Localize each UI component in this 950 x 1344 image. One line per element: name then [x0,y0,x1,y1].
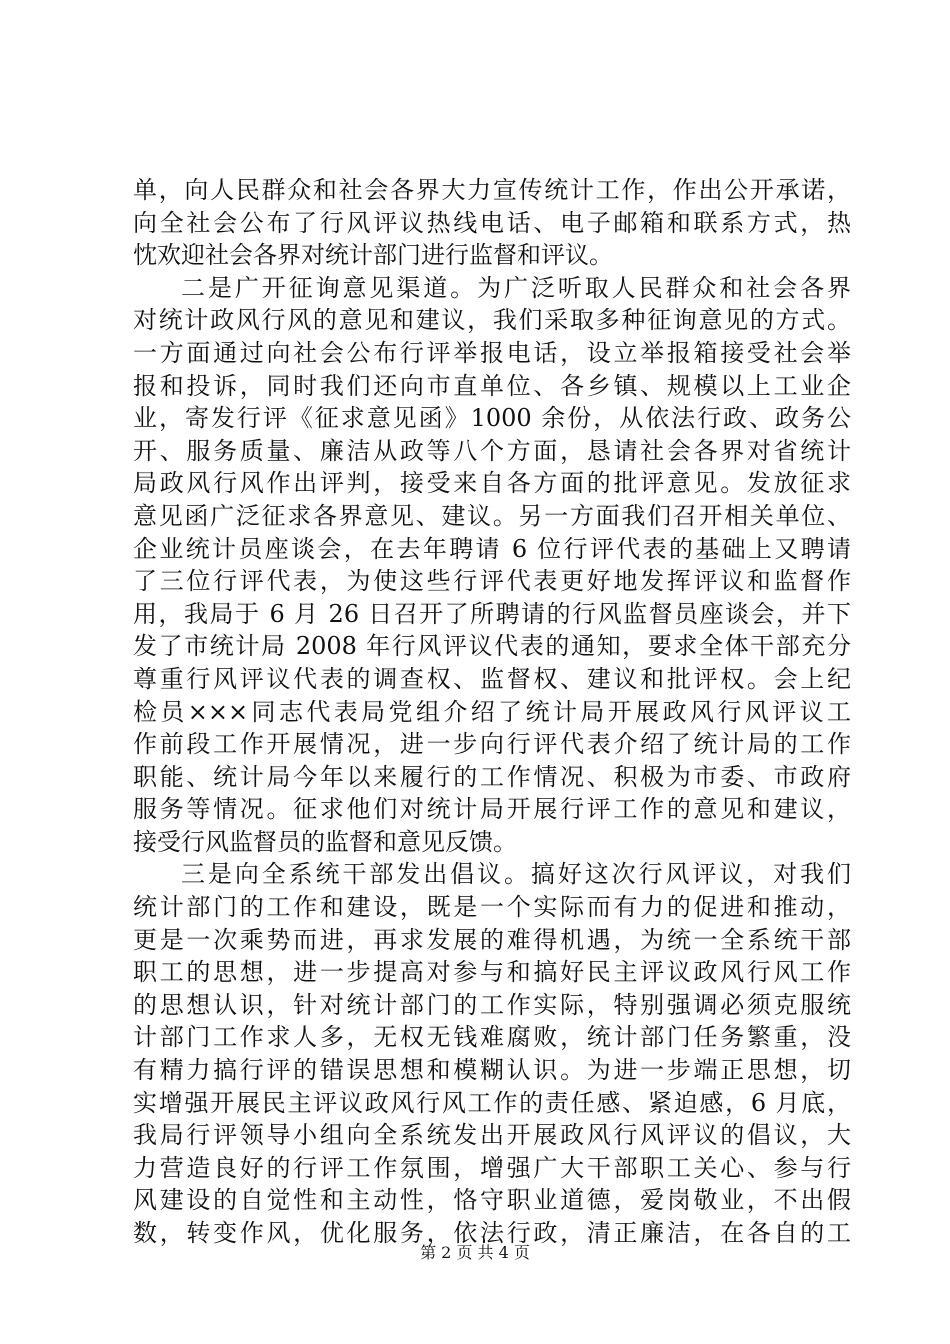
text-line: 计部门工作求人多，无权无钱难腐败，统计部门任务繁重，没 [133,1023,851,1052]
text-line: 二是广开征询意见渠道。为广泛听取人民群众和社会各界 [181,273,851,302]
text-line: 更是一次乘势而进，再求发展的难得机遇，为统一全系统干部 [133,925,851,954]
text-line: 我局行评领导小组向全系统发出开展政风行风评议的倡议，大 [133,1121,851,1150]
text-line: 尊重行风评议代表的调查权、监督权、建议和批评权。会上纪 [133,664,851,693]
text-line: 用，我局于 6 月 26 日召开了所聘请的行风监督员座谈会，并下 [133,599,851,628]
text-line: 开、服务质量、廉洁从政等八个方面，恳请社会各界对省统计 [133,436,851,465]
text-line: 作前段工作开展情况，进一步向行评代表介绍了统计局的工作 [133,730,851,759]
text-line: 单，向人民群众和社会各界大力宣传统计工作，作出公开承诺， [133,176,851,204]
text-line: 接受行风监督员的监督和意见反馈。 [133,827,517,856]
page-footer: 第 2 页 共 4 页 [420,1243,530,1262]
text-line: 了三位行评代表，为使这些行评代表更好地发挥评议和监督作 [133,567,851,596]
document-body [133,174,851,1250]
text-line: 局政风行风作出评判，接受来自各方面的批评意见。发放征求 [133,469,851,498]
text-line: 有精力搞行评的错误思想和模糊认识。为进一步端正思想，切 [133,1056,851,1085]
text-line: 风建设的自觉性和主动性，恪守职业道德，爱岗敬业，不出假 [133,1186,851,1215]
text-line: 的思想认识，针对统计部门的工作实际，特别强调必须克服统 [133,990,851,1019]
text-line: 一方面通过向社会公布行评举报电话，设立举报箱接受社会举 [133,338,851,367]
text-line: 三是向全系统干部发出倡议。搞好这次行风评议，对我们 [181,860,851,889]
text-line: 报和投诉，同时我们还向市直单位、各乡镇、规模以上工业企 [133,371,851,400]
text-line: 力营造良好的行评工作氛围，增强广大干部职工关心、参与行 [133,1153,851,1182]
text-line: 统计部门的工作和建设，既是一个实际而有力的促进和推动， [133,893,851,922]
text-line: 服务等情况。征求他们对统计局开展行评工作的意见和建议， [133,795,851,824]
text-line: 企业统计员座谈会，在去年聘请 6 位行评代表的基础上又聘请 [133,534,851,563]
text-line: 实增强开展民主评议政风行风工作的责任感、紧迫感，6 月底， [133,1088,851,1117]
text-line: 对统计政风行风的意见和建议，我们采取多种征询意见的方式。 [133,306,851,335]
text-line: 业，寄发行评《征求意见函》1000 余份，从依法行政、政务公 [133,404,851,433]
text-line: 忱欢迎社会各界对统计部门进行监督和评议。 [133,241,613,270]
text-line: 发了市统计局 2008 年行风评议代表的通知，要求全体干部充分 [133,632,851,661]
text-line: 向全社会公布了行风评议热线电话、电子邮箱和联系方式，热 [133,208,851,237]
text-line: 职能、统计局今年以来履行的工作情况、积极为市委、市政府 [133,762,851,791]
text-line: 意见函广泛征求各界意见、建议。另一方面我们召开相关单位、 [133,501,851,530]
text-line: 检员×××同志代表局党组介绍了统计局开展政风行风评议工 [133,697,851,726]
text-line: 数，转变作风，优化服务，依法行政，清正廉洁，在各自的工 [133,1219,851,1247]
text-line: 职工的思想，进一步提高对参与和搞好民主评议政风行风工作 [133,958,851,987]
